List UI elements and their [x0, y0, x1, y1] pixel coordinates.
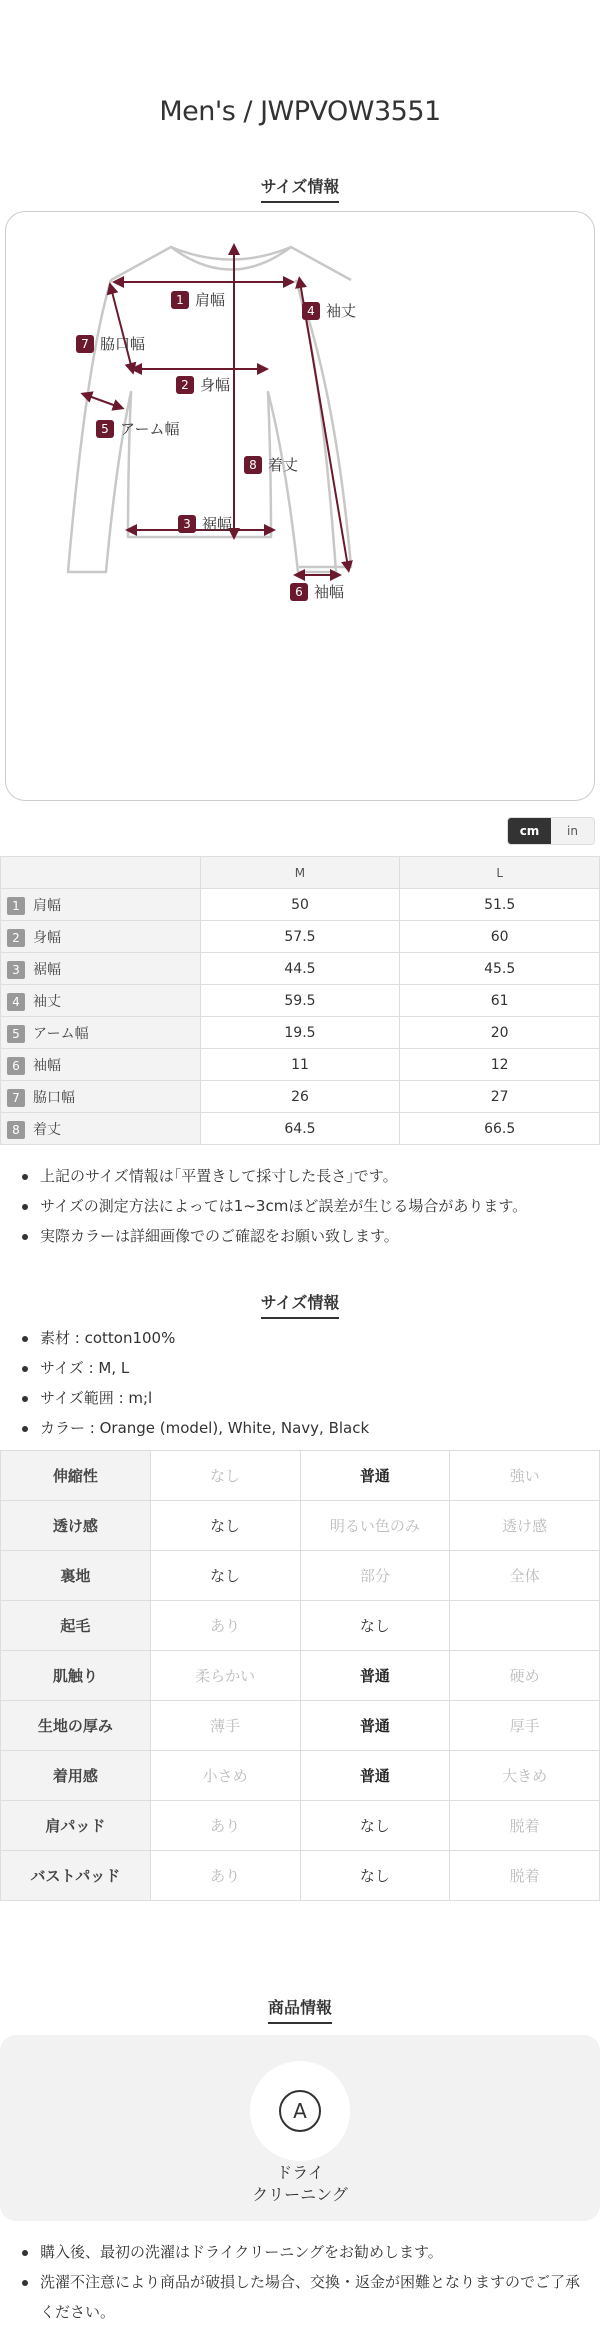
table-row: 起毛 あり なし [1, 1601, 600, 1651]
table-row: 8 着丈 64.5 66.5 [1, 1113, 600, 1145]
care-badge [250, 2061, 350, 2161]
list-item: 購入後、最初の洗濯はドライクリーニングをお勧めします。 [20, 2237, 590, 2267]
table-row: 伸縮性 なし 普通 強い [1, 1451, 600, 1501]
row-label: 肩幅 [33, 897, 61, 914]
table-row: 4 袖丈 59.5 61 [1, 985, 600, 1017]
unit-in-button[interactable]: in [551, 818, 594, 844]
label-armhole-width: 7 脇口幅 [76, 333, 145, 354]
row-label: 着丈 [33, 1121, 61, 1138]
table-row: 肌触り 柔らかい 普通 硬め [1, 1651, 600, 1701]
table-row: 裏地 なし 部分 全体 [1, 1551, 600, 1601]
cell-value: 61 [400, 985, 600, 1017]
size-notes [20, 1161, 590, 1251]
cell-value: 26 [200, 1081, 400, 1113]
table-row: 6 袖幅 11 12 [1, 1049, 600, 1081]
size-table-corner [1, 857, 201, 889]
table-row: 5 アーム幅 19.5 20 [1, 1017, 600, 1049]
care-panel [0, 2035, 600, 2221]
row-label: 身幅 [33, 929, 61, 946]
list-item: 上記のサイズ情報は｢平置きして採寸した長さ｣です。 [20, 1161, 590, 1191]
size-table-header [1, 857, 600, 889]
product-title: Men's / JWPVOW3551 [159, 96, 441, 127]
care-label: ドライ クリーニング [252, 2163, 348, 2204]
label-arm-width: 5 アーム幅 [96, 418, 180, 439]
label-shoulder-width: 1 肩幅 [171, 289, 225, 310]
list-item: 洗濯不注意により商品が破損した場合、交換・返金が困難となりますのでご了承ください。 [20, 2267, 590, 2327]
size-column-m: M [200, 857, 400, 889]
list-item: サイズ : M, L [20, 1353, 590, 1383]
row-label: 袖丈 [33, 993, 61, 1010]
measurement-diagram [5, 211, 595, 801]
cell-value: 27 [400, 1081, 600, 1113]
shirt-outline [6, 212, 596, 802]
row-label: アーム幅 [33, 1025, 89, 1042]
unit-toggle[interactable] [507, 817, 595, 845]
cell-value: 64.5 [200, 1113, 400, 1145]
list-item: 実際カラーは詳細画像でのご確認をお願い致します。 [20, 1221, 590, 1251]
material-table [0, 1450, 600, 1901]
cell-value: 57.5 [200, 921, 400, 953]
size-table [0, 856, 600, 1145]
cell-value: 51.5 [400, 889, 600, 921]
row-label: 袖幅 [33, 1057, 61, 1074]
cell-value: 19.5 [200, 1017, 400, 1049]
row-label: 脇口幅 [33, 1089, 75, 1106]
table-row: 1 肩幅 50 51.5 [1, 889, 600, 921]
size-column-l: L [400, 857, 600, 889]
label-total-length: 8 着丈 [244, 454, 298, 475]
cell-value: 60 [400, 921, 600, 953]
table-row: 透け感 なし 明るい色のみ 透け感 [1, 1501, 600, 1551]
table-row: バストパッド あり なし 脱着 [1, 1851, 600, 1901]
cell-value: 20 [400, 1017, 600, 1049]
list-item: サイズ範囲 : m;l [20, 1383, 590, 1413]
cell-value: 12 [400, 1049, 600, 1081]
list-item: サイズの測定方法によっては1~3cmほど誤差が生じる場合があります。 [20, 1191, 590, 1221]
table-row: 2 身幅 57.5 60 [1, 921, 600, 953]
spec-heading: サイズ情報 [0, 1290, 600, 1319]
table-row: 3 裾幅 44.5 45.5 [1, 953, 600, 985]
table-row: 着用感 小さめ 普通 大きめ [1, 1751, 600, 1801]
row-label: 裾幅 [33, 961, 61, 978]
list-item: 素材 : cotton100% [20, 1323, 590, 1353]
product-info-heading: 商品情報 [0, 1995, 600, 2024]
cell-value: 66.5 [400, 1113, 600, 1145]
dry-clean-icon: A [279, 2090, 321, 2132]
cell-value: 59.5 [200, 985, 400, 1017]
cell-value: 45.5 [400, 953, 600, 985]
cell-value: 50 [200, 889, 400, 921]
label-chest-width: 2 身幅 [176, 374, 230, 395]
cell-value: 44.5 [200, 953, 400, 985]
cell-value: 11 [200, 1049, 400, 1081]
label-hem-width: 3 裾幅 [178, 513, 232, 534]
list-item: カラー : Orange (model), White, Navy, Black [20, 1413, 590, 1443]
unit-cm-button[interactable]: cm [508, 818, 551, 844]
table-row: 7 脇口幅 26 27 [1, 1081, 600, 1113]
label-sleeve-length: 4 袖丈 [302, 300, 356, 321]
table-row: 生地の厚み 薄手 普通 厚手 [1, 1701, 600, 1751]
label-cuff-width: 6 袖幅 [290, 581, 344, 602]
size-info-heading: サイズ情報 [0, 174, 600, 203]
table-row: 肩パッド あり なし 脱着 [1, 1801, 600, 1851]
care-notes [20, 2237, 590, 2327]
